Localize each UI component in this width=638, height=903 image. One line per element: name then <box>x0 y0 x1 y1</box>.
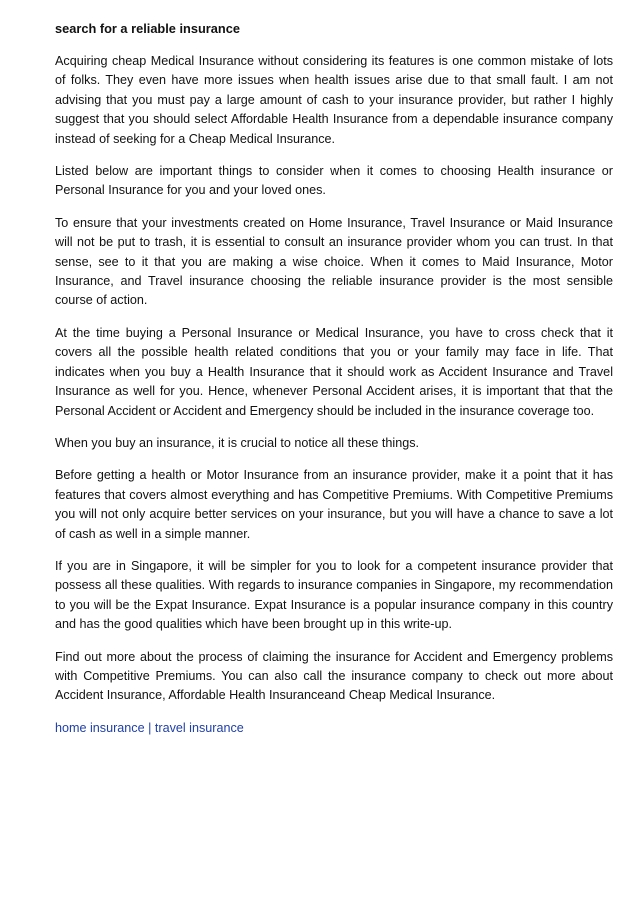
document-page <box>55 19 613 738</box>
footer-links <box>55 719 613 738</box>
paragraph-7: If you are in Singapore, it will be simpler for you to look for a competent insurance provider that possess all these qualities. With regards to insurance companies in Singapore, my recommendation to you will be the Expat Insurance. Expat Insurance is a popular insurance company in this country and has the good qualities which have been brought up in this write-up. <box>55 558 613 632</box>
paragraph-3: To ensure that your investments created on Home Insurance, Travel Insurance or Maid Insurance will not be put to trash, it is essential to consult an insurance provider whom you can trust. In that sense, see to it that you are making a wise choice. When it comes to Maid Insurance, Motor Insurance, and Travel insurance choosing the reliable insurance provider is the most sensible course of action. <box>55 215 613 308</box>
paragraph-6: Before getting a health or Motor Insurance from an insurance provider, make it a point that it has features that covers almost everything and has Competitive Premiums. With Competitive Premiums you will not only acquire better services on your insurance, but you will have a chance to save a lot of cash as well in a simple manner. <box>55 468 613 541</box>
document-title: search for a reliable insurance <box>55 21 240 36</box>
paragraph-5: When you buy an insurance, it is crucial to notice all these things. <box>55 435 420 450</box>
paragraph-4: At the time buying a Personal Insurance or Medical Insurance, you have to cross check that it covers all the possible health related conditions that you or your family may face in life. That indicates when you buy a Health Insurance that it should work as Accident Insurance and Travel Insurance as well for you. Hence, whenever Personal Accident arises, it is important that that the Personal Accident or Accident and Emergency should be included in the insurance coverage too. <box>55 325 613 418</box>
travel-insurance-link[interactable]: travel insurance <box>154 720 244 735</box>
paragraph-1: Acquiring cheap Medical Insurance without considering its features is one common mistake of lots of folks. They even have more issues when health issues arise due to that small fault. I am not advising that you must pay a large amount of cash to your insurance provider, but rather I highly suggest that you should select Affordable Health Insurance from a dependable insurance company instead of seeking for a Cheap Medical Insurance. <box>55 54 613 146</box>
paragraph-8: Find out more about the process of claiming the insurance for Accident and Emergency problems with Competitive Premiums. You can also call the insurance company to check out more about Accident Insurance, Affordable Health Insuranceand Cheap Medical Insurance. <box>55 649 613 703</box>
link-separator: | <box>144 720 155 735</box>
paragraph-2: Listed below are important things to consider when it comes to choosing Health insurance or Personal Insurance for you and your loved ones. <box>55 164 613 198</box>
home-insurance-link[interactable]: home insurance <box>55 720 145 735</box>
